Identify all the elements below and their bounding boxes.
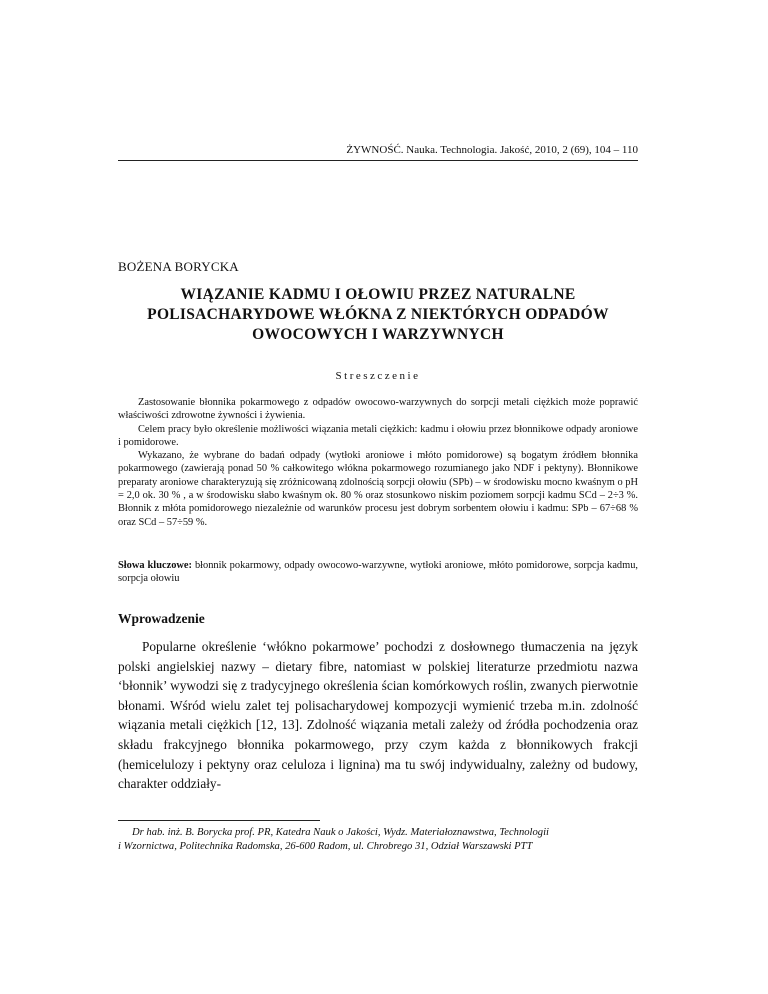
abstract-paragraph: Wykazano, że wybrane do badań odpady (wytłoki aroniowe i młóto pomidorowe) są bogatym źródłem błonnika pokarmowego (zawierają ponad 50 % całkowitego włókna pokarmowego rozumianego jako NDF i pektyny). Błonnikowe preparaty aroniowe charakteryzują się zróżnicowaną zdolnością sorpcji ołowiu (SPb) – w środowisku mocno kwaśnym o pH = 2,0 ok. 30 % , a w środowisku słabo kwaśnym ok. 80 % oraz stosunkowo niskim poziomem sorpcji kadmu SCd – 2÷3 %. Błonnik z młóta pomidorowego niezależnie od warunków procesu jest dobrym sorbentem ołowiu i kadmu: SPb – 67÷68 % oraz SCd – 57÷59 %. xyxy=(118,450,638,528)
keywords-text: błonnik pokarmowy, odpady owocowo-warzywne, wytłoki aroniowe, młóto pomidorowe, sorpcja kadmu, sorpcja ołowiu xyxy=(118,560,639,585)
keywords xyxy=(118,559,638,586)
section-heading-introduction: Wprowadzenie xyxy=(118,611,205,626)
article-title: WIĄZANIE KADMU I OŁOWIU PRZEZ NATURALNE POLISACHARYDOWE WŁÓKNA Z NIEKTÓRYCH ODPADÓW OWOCOWYCH I WARZYWNYCH xyxy=(147,286,609,343)
abstract-paragraph: Celem pracy było określenie możliwości wiązania metali ciężkich: kadmu i ołowiu przez błonnikowe odpady aroniowe i pomidorowe. xyxy=(118,423,638,448)
footnote-divider xyxy=(118,820,320,821)
abstract-heading: Streszczenie xyxy=(335,370,421,382)
introduction-body xyxy=(118,637,638,794)
author-name: BOŻENA BORYCKA xyxy=(118,259,239,274)
running-head: ŻYWNOŚĆ. Nauka. Technologia. Jakość, 2010, 2 (69), 104 – 110 xyxy=(118,143,638,161)
introduction-paragraph: Popularne określenie ‘włókno pokarmowe’ pochodzi z dosłownego tłumaczenia na język polski angielskiej nazwy – dietary fibre, natomiast w polskiej literaturze przedmiotu nazwa ‘błonnik’ wywodzi się z tradycyjnego określenia ścian komórkowych roślin, zwanych pierwotnie błonami. Wśród wielu zalet tej polisacharydowej kompozycji wymienić trzeba m.in. zdolność wiązania metali ciężkich [12, 13]. Zdolność wiązania metali zależy od źródła pochodzenia oraz składu frakcyjnego błonnika pokarmowego, przy czym każda z błonnikowych frakcji (hemicelulozy i pektyny oraz celuloza i lignina) ma tu swój indywidualny, zależny od budowy, charakter oddziały- xyxy=(118,639,638,792)
footnote-line: i Wzornictwa, Politechnika Radomska, 26-600 Radom, ul. Chrobrego 31, Odział Warszawski PTT xyxy=(118,841,533,852)
abstract xyxy=(118,396,638,529)
footnote-line: Dr hab. inż. B. Borycka prof. PR, Katedra Nauk o Jakości, Wydz. Materiałoznawstwa, Technologii xyxy=(132,827,549,838)
author-affiliation-footnote xyxy=(118,826,638,854)
abstract-paragraph: Zastosowanie błonnika pokarmowego z odpadów owocowo-warzywnych do sorpcji metali ciężkich może poprawić właściwości zdrowotne żywności i żywienia. xyxy=(118,397,638,422)
keywords-label: Słowa kluczowe: xyxy=(118,560,192,571)
